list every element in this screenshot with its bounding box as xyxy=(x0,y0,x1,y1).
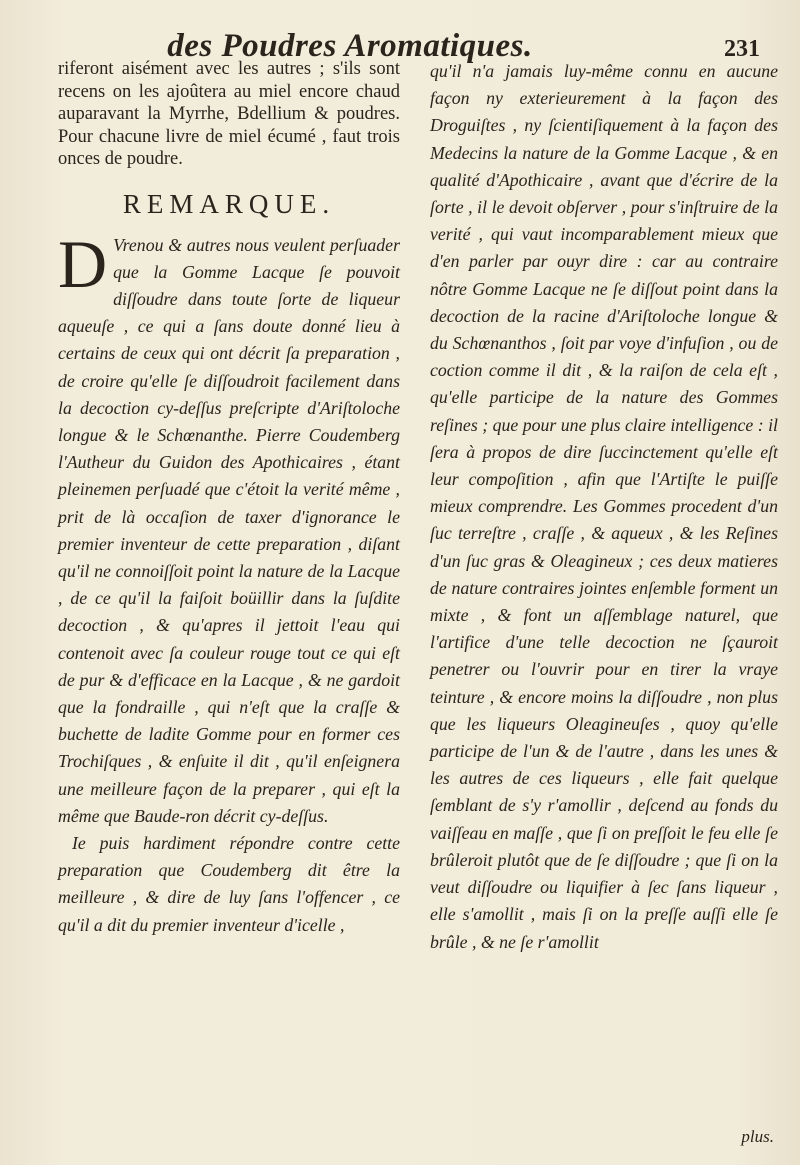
page-number: 231 xyxy=(724,36,760,62)
remark-paragraph-2: Ie puis hardiment répondre contre cette preparation que Coudemberg dit être la meilleure , & dire de luy ſans l'offencer , ce qu'il a dit du premier inventeur d'icelle , xyxy=(58,832,400,935)
opening-text: riferont aisément avec les autres ; s'ils sont recens on les ajoûtera au miel encore chaud auparavant la Myrrhe, Bdellium & poudres. Pour chacune livre de miel écumé , faut trois onces de poudre. xyxy=(58,59,400,169)
remark-paragraph-1: Vrenou & autres nous veulent perſuader que la Gomme Lacque ſe pouvoit diſſoudre dans toute ſorte de liqueur aqueuſe , ce qui a ſans doute donné lieu à certains de ceux qui ont décrit ſa preparation , de croire qu'elle ſe diſſoudroit facilement dans la decoction cy-deſſus preſcripte d'Ariſtoloche longue & le Schœnanthe. Pierre Coudemberg l'Autheur du Guidon des Apothicaires , étant pleinemen perſuadé que c'étoit la verité même , prit de là occaſion de taxer d'ignorance le premier inventeur de cette preparation , diſant qu'il ne connoiſſoit point la nature de la Lacque , de ce qu'il la faiſoit boüillir dans la ſuſdite decoction , & qu'apres il jettoit l'eau qui contenoit avec ſa couleur rouge tout ce qui eſt de pur & d'efficace en la Lacque , & ne gardoit que la fondraille , qui n'eſt que la craſſe & buchette de ladite Gomme pour en former ces Trochiſques , & enſuite il dit , qu'il enſeignera une meilleure façon de la preparer , qui eſt la même que Baude-ron décrit cy-deſſus. xyxy=(58,234,400,826)
drop-cap: D xyxy=(58,225,108,302)
right-column xyxy=(430,58,778,956)
catchword: plus. xyxy=(741,1127,774,1146)
opening-paragraph xyxy=(58,58,400,171)
right-column-body xyxy=(430,58,778,956)
right-column-text: qu'il n'a jamais luy-même connu en aucune façon ny exterieurement à la façon des Droguiſtes , ny ſcientiſiquement à la façon des Medecins la nature de la Gomme Lacque , & en qualité d'Apothicaire , avant que d'écrire de la ſorte , il le devoit obſerver , pour s'inſtruire de la verité , qui vaut incomparablement mieux que d'en parler par ouyr dire : car au contraire nôtre Gomme Lacque ne ſe diſſout point dans la decoction de la racine d'Ariſtoloche longue & du Schœnanthos , ſoit par voye d'infuſion , ou de coction comme il dit , & la raiſon de cela eſt , qu'elle participe de la nature des Gommes reſines ; que pour une plus claire intelligence : il ſera à propos de dire ſuccinctement qu'elle eſt leur compoſition , afin que l'Artiſte le puiſſe mieux comprendre. Les Gommes procedent d'un ſuc terreſtre , craſſe , & aqueux , & les Reſines d'un ſuc gras & Oleagineux ; ces deux matieres de nature contraires jointes enſemble forment un mixte , & font un aſſemblage naturel, que l'artifice d'une telle decoction ne ſçauroit penetrer ou l'ouvrir pour en tirer la vraye teinture , & encore moins la diſſoudre , non plus que les liqueurs Oleagineuſes , quoy qu'elle participe de l'un & de l'autre , dans les unes & les autres de ces liqueurs , elle fait quelque ſemblant de s'y r'amollir , deſcend au fonds du vaiſſeau en maſſe , que ſi on preſſoit le feu elle ſe brûleroit plutôt que de ſe diſſoudre ; que ſi on la veut diſſoudre ou liquifier à ſec ſans liqueur , elle s'amollit , mais ſi on la preſſe auſſi elle ſe brûle , & ne ſe r'amollit xyxy=(430,61,778,952)
running-title: des Poudres Aromatiques. xyxy=(167,28,533,64)
section-heading: REMARQUE. xyxy=(122,188,336,219)
remark-body xyxy=(58,225,400,939)
left-column xyxy=(58,58,400,939)
